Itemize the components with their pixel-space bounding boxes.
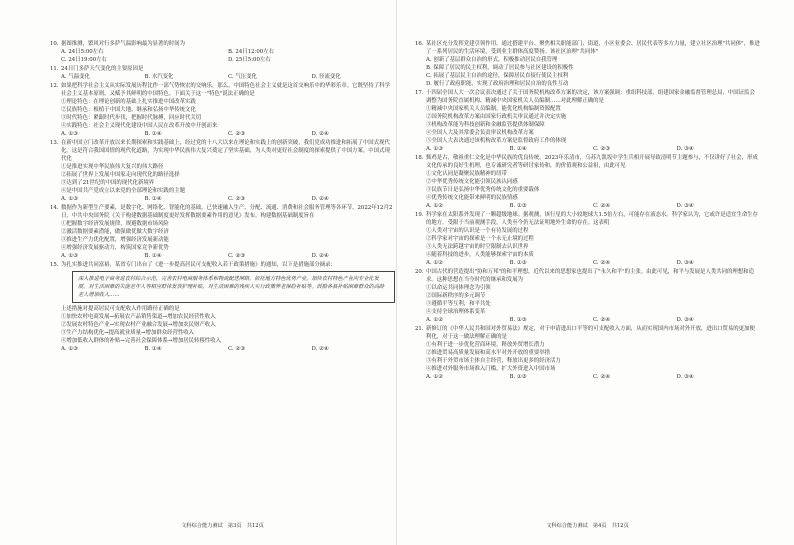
answer-option: C. ②③	[228, 346, 246, 352]
question-number: 19.	[415, 212, 424, 218]
answer-options	[415, 316, 760, 324]
answer-options	[415, 202, 760, 210]
answer-option: A. ①②	[426, 317, 443, 323]
question-stem	[50, 261, 395, 269]
answer-option: C. ②④	[593, 260, 611, 266]
question-stem	[415, 211, 760, 227]
answer-option: C. ②④	[593, 317, 611, 323]
question-tail-text: 上述措施对提高居民可支配收入作用路径正确的是	[61, 306, 180, 312]
answer-option: D. ②④	[311, 131, 329, 137]
answer-option: D. ③④	[676, 146, 694, 152]
statement-item: ①理论特色：在理论创新的基础上扎实推进中国改革实践	[61, 99, 196, 105]
question-number: 12.	[50, 83, 59, 89]
question-number: 18.	[415, 155, 424, 161]
answer-option: D. ③④	[676, 260, 694, 266]
answer-option: B. ①④	[144, 131, 162, 137]
answer-option: D. ②④	[311, 196, 329, 202]
question-stem	[415, 325, 760, 341]
statement-item: ③机构改革能为科技创新和金融监管提供体制保障	[426, 122, 545, 128]
question-number: 13.	[50, 140, 59, 146]
question	[415, 268, 760, 324]
answer-option: B. ①③	[509, 317, 527, 323]
question-text: 如果把科学社会主义从实际发展历程比作一部气势恢宏的交响乐，那么，中国特色社会主义就是这首交响乐中的华彩乐章。它既坚持了科学社会主义基本原则，又赋予其鲜明的中国特色。下面关于这一"特色"说法正确的是	[61, 83, 390, 97]
statement-item: ④优秀传统文化能带来鲜明的民族情感	[426, 195, 518, 201]
answer-option: B. ①③	[509, 374, 527, 380]
statement-item: ③达到了21世纪的中国的现代化新境界	[61, 180, 155, 186]
statement-list	[50, 163, 395, 195]
answer-option: C. ②③	[228, 196, 246, 202]
statement-item: ②发展农村特色产业→实现农村产业融合发展→增加农民财产收入	[61, 322, 216, 328]
statement-list	[415, 341, 760, 373]
statement-item: ④实践特色：社会主义现代化建设中国人民在改革开放中开创而来	[61, 123, 218, 129]
answer-option: B. 水汽变化	[144, 74, 174, 80]
answer-option: D. 25日5:00左右	[228, 57, 271, 63]
answer-options	[415, 259, 760, 267]
statement-list	[50, 98, 395, 130]
answer-option: A. 气温变化	[61, 74, 90, 80]
statement-item: ④是中国共产党成立以来党的全部理论和实践的主题	[61, 188, 185, 194]
excerpt-box: 深入推进电子商务进农村综合示范，完善农村电商服务体系和物流配送网络，依托地方特色优势产业，加快农村特色产业向专业化发展。对生活困难的失能老年人等相应群体发放护理补贴，对生活困难的残疾人实行政策养老保险补贴等。鼓励各县补贴困难群众的高龄老人增加收入……	[72, 271, 395, 303]
question-text: 据图推测，繁风对行多萨气温影响最为显著的时间为	[61, 41, 185, 47]
question-tail	[50, 305, 395, 313]
statement-item: ②激活数据要素潜能，做强做优做大数字经济	[61, 229, 169, 235]
question	[415, 89, 760, 153]
answer-option: A. ①③	[61, 131, 78, 137]
question-text: 24日门多萨天气变化的主要原因是	[61, 66, 144, 72]
question-text: 某社区充分发挥党建引领作用，通过搭建平台、聚焦相关职能部门、街道、小区业委会、居民代表等多方力量，建立社区治理"共同体"，推进了一系列居民的生活环境，受到业主群体高度赞扬。该社区治理"共同体"	[426, 41, 760, 55]
statement-item: ①以命运共同体理念为引领	[426, 285, 491, 291]
question-stem	[415, 268, 760, 284]
answer-option: A. ①③	[61, 196, 78, 202]
answer-option: B. ①④	[144, 196, 162, 202]
spacer	[50, 305, 61, 313]
answer-option: C. 24日19:00左右	[61, 57, 107, 63]
answer-option: C. ②③	[228, 253, 246, 259]
answer-option: A. ①②	[426, 260, 443, 266]
statement-item: ③民族节日是弘扬中华优秀传统文化的重要载体	[426, 187, 540, 193]
question-number: 20.	[415, 269, 424, 275]
statement-item: ②国务院机构改革方案由国家行政机关审议通过并决定实施	[426, 114, 567, 120]
question	[415, 154, 760, 210]
question	[50, 139, 395, 203]
answer-option: D. ③④	[676, 203, 694, 209]
right-page-footer: 文科综合能力测试 第4页 共12页	[546, 523, 629, 529]
statement-item: ②拓展了世界上发展中国家走向现代化的路径选择	[61, 172, 180, 178]
answer-options	[50, 252, 395, 260]
question-text: 科学家在太阳系外发现了一颗超级地球。据观测，该行星的大小较地球大1.5倍左右，可能存在液态水。科学家认为，它或许是适宜生命生存的地方。受限于当前观测手段，人类至今仍无法证明地外生命的存在。这表明	[426, 212, 759, 226]
statement-item: ①人类对宇宙的认识是一个有待发展的过程	[426, 228, 529, 234]
answer-option: C. ②③	[228, 131, 246, 137]
question-text: 数据作为新型生产要素，是数字化、网络化、智能化的基础，已快速融入生产、分配、流通、消费和社会服务管理等各环节。2022年12月2日，中共中央国务院《关于构建数据基础制度更好发挥数据要素作用的意见》发布。构建数据基础制度旨在	[61, 205, 393, 219]
answer-option: D. ③④	[676, 374, 694, 380]
statement-item: ①文化认同是凝聚民族精神的纽带	[426, 171, 507, 177]
answer-option: D. ②④	[311, 346, 329, 352]
statement-item: ②推进贸易高质量发展和高水平对外开放的重要举措	[426, 350, 550, 356]
statement-item: ③生产力结构优化→提高就业质量→增加群众经营性收入	[61, 330, 195, 336]
statement-item: ③推进生产力优化配置，增强经济发展新动能	[61, 237, 169, 243]
statement-item: ③人类无法跨越宇宙的时空限制去认识世界	[426, 244, 529, 250]
answer-option: A. ①③	[61, 253, 78, 259]
question	[415, 325, 760, 381]
question-stem	[415, 154, 760, 170]
statement-list	[50, 313, 395, 345]
question-stem	[50, 40, 395, 48]
answer-option: B. ①③	[509, 203, 527, 209]
statement-item: ③时代特色：紧跟时代步伐，把握时代脉搏，回应时代关切	[61, 115, 202, 121]
question-number: 10.	[50, 41, 59, 47]
question	[415, 40, 760, 88]
right-page	[415, 40, 760, 530]
statement-list	[415, 284, 760, 316]
statement-item: ②中华优秀传统文化能引领民族认同感	[426, 179, 518, 185]
answer-option: B. ①④	[144, 253, 162, 259]
question-stem	[50, 139, 395, 163]
statement-item: ③有利于外贸市场主体自主经营，释放出更多的经济活力	[426, 358, 561, 364]
question-number: 15.	[50, 262, 59, 268]
statement-item: ①有利于进一步优化营商环境，释放外贸增长潜力	[426, 342, 545, 348]
answer-option: C. 气压变化	[228, 74, 257, 80]
statement-item: ⑤全国人大表决通过该机构改革方案是监督政府工作的体现	[426, 138, 567, 144]
answer-options	[415, 145, 760, 153]
left-page	[50, 40, 395, 530]
answer-options	[50, 345, 395, 353]
statement-item: A. 创新了基层群众自治的形式，积极推动居民自我管理	[426, 57, 558, 63]
answer-option: A. 24日5:00左右	[61, 49, 104, 55]
statement-item: C. 拓展了基层民主自治的途径，保障居民直接行使民主权利	[426, 73, 569, 79]
statement-item: ①是推进实现中华民族伟大复兴的伟大路径	[61, 164, 164, 170]
question-text: 十四届全国人大一次会议表决通过了关于国务院机构改革方案的决定，该方案强调：重组科技部，组建国家金融监督管理总局、中国证监会调整为国务院直属机构、精减中央国家机关人员编制……对此理解正确的是	[426, 90, 755, 104]
statement-item: ①加快农村电商发展→拓展农产品销售渠道→增加农民经营性收入	[61, 314, 216, 320]
answer-option: A. ①②	[426, 374, 443, 380]
question-text: 为扎实推进共同富裕，某省专门出台了《进一步提高居民可支配收入若干政策措施》的通知，以下是措施部分摘录：	[61, 262, 336, 268]
statement-item: ②科学家对宇宙的探索是一个永无止境的过程	[426, 236, 534, 242]
left-page-footer: 文科综合能力测试 第3页 共12页	[181, 523, 264, 529]
question-text: 新修订的《中华人民共和国对外贸易法》规定，对于申请进出口平等的可支配收入方面，从而实现国内市场对外开放，进出口贸易的更加便利化，对于这一做法理解正确的是	[426, 326, 755, 340]
statement-item: D. 履行了政府职能，实现了政府治理和居民自治的良性互动	[426, 81, 569, 87]
answer-option: A. ①③	[426, 146, 443, 152]
statement-list	[50, 220, 395, 252]
answer-option: B. ①④	[509, 146, 527, 152]
question-text: 中国古代的营造提出"协和万邦"的和平理想，近代以来的思想家也提出了"永久和平"的主张。由此可见，和平与发展是人类共同的理想和追求。这种思想在当今时代的继承和发展为	[426, 269, 754, 283]
statement-item: ②民族特色：根植于中国大地，继承和弘扬中华传统文化	[61, 107, 196, 113]
question-number: 11.	[50, 66, 59, 72]
statement-list	[415, 105, 760, 145]
question-stem	[415, 89, 760, 105]
question	[50, 82, 395, 138]
statement-item: ①把握数字经济发展规律，规避数据市场风险	[61, 221, 169, 227]
statement-list	[415, 170, 760, 202]
answer-option: B. 24日12:00左右	[228, 49, 274, 55]
statement-item: B. 保障了居民的民主权利，调动了居民参与社区建设的积极性	[426, 65, 574, 71]
question-stem	[50, 82, 395, 98]
question-text: 在新中国立门改革开放以来长期探索和实践基础上，经过党的十八大以来在理论和实践上的创新突破，我们党成功推进和拓展了中国式现代化。这是符合我国国情的现代化道路，为实现中华民族伟大复兴奠定了坚实基础，为人类对更好社会制度的探索提供了中国方案。中国式现代化	[61, 140, 390, 162]
question-stem	[50, 204, 395, 220]
answer-option: D. ③④	[676, 317, 694, 323]
statement-item: ④增加低收入群体的补贴→完善社会保障体系→增加居民转移性收入	[61, 338, 221, 344]
question	[50, 65, 395, 81]
statement-item: ④支持全球治理体系变革	[426, 309, 486, 315]
answer-option: D. ②④	[311, 253, 329, 259]
question-text: 甄鸡是古，敬祖重仁文化是中华民族的优良传统。2023年乐清市，乌苏九凯坂中学生兵相开展导致清明节主题参与，不仅讲好了社会，形成文化传承的良好生机理，也专诚研究者等研讨家传和，的价值观和公益祖，由此可见	[426, 155, 758, 169]
statement-list	[415, 227, 760, 259]
answer-options	[415, 373, 760, 381]
answer-option: A. ①③	[61, 346, 78, 352]
question-number: 17.	[415, 90, 424, 96]
statement-item: ③遵循平等互利，和平共处	[426, 301, 491, 307]
answer-option: B. ①③	[509, 260, 527, 266]
statement-item: ②国际新秩序的多元调节	[426, 293, 486, 299]
question	[415, 211, 760, 267]
answer-options	[50, 73, 395, 81]
answer-options	[50, 48, 395, 64]
statement-item: ④随着科技的进步，人类能够探索宇宙的本质	[426, 252, 534, 258]
answer-option: D. 径流变化	[311, 74, 341, 80]
answer-option: C. ②④	[593, 374, 611, 380]
page-fold	[396, 0, 397, 545]
answer-options	[50, 130, 395, 138]
question-stem	[50, 65, 395, 73]
question-stem	[415, 40, 760, 56]
answer-option: B. ①④	[144, 346, 162, 352]
question	[50, 204, 395, 260]
answer-options	[50, 195, 395, 203]
statement-item: ①精减中央国家机关人员编制，能优化机构编制资源配置	[426, 106, 561, 112]
answer-option: C. ②④	[593, 203, 611, 209]
question-number: 14.	[50, 205, 59, 211]
statement-list	[415, 56, 760, 88]
statement-item: ④推进对外服务市场准入门槛，扩大外资进入中国市场	[426, 366, 556, 372]
answer-option: C. ②③	[593, 146, 611, 152]
statement-item: ④增强经济发展驱动力，构筑国家竞争新优势	[61, 245, 169, 251]
statement-item: ④全国人大及其常委会负责审议机构改革方案	[426, 130, 534, 136]
answer-option: A. ①②	[426, 203, 443, 209]
question	[50, 261, 395, 353]
question	[50, 40, 395, 64]
question-number: 21.	[415, 326, 424, 332]
question-number: 16.	[415, 41, 424, 47]
